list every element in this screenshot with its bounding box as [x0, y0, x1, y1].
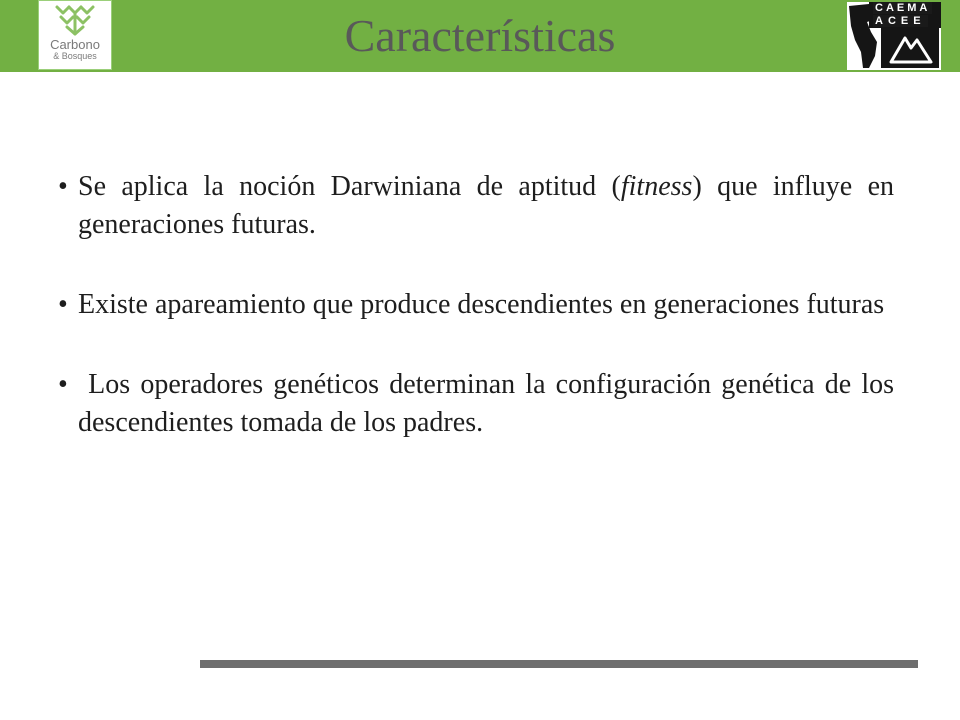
bullet-marker: •	[58, 289, 68, 320]
bullet-marker: •	[58, 369, 68, 400]
bullet-marker: •	[58, 171, 68, 202]
bullet-text-after: ) que influye en generaciones futuras.	[78, 171, 894, 240]
bullet-emphasis: fitness	[620, 171, 693, 202]
caema-acee-logo	[847, 2, 941, 70]
bullet-text: Existe apareamiento que produce descendientes en generaciones futuras	[78, 289, 885, 320]
logo-right-line2: ACEE	[875, 15, 926, 27]
logo-left-line1: Carbono	[50, 37, 100, 52]
bullet-item	[58, 286, 894, 324]
logo-left-line2: & Bosques	[53, 51, 97, 61]
footer-rule	[200, 660, 918, 668]
slide-title: Características	[344, 10, 616, 61]
bullet-list	[58, 168, 901, 484]
logo-right-line1: CAEMA	[875, 2, 931, 14]
bullet-item	[58, 168, 894, 244]
bullet-text: Los operadores genéticos determinan la configuración genética de los descendientes tomada de los padres.	[78, 369, 901, 438]
bullet-text-before: Se aplica la noción Darwiniana de aptitud (	[78, 171, 621, 202]
bullet-item	[58, 366, 901, 442]
